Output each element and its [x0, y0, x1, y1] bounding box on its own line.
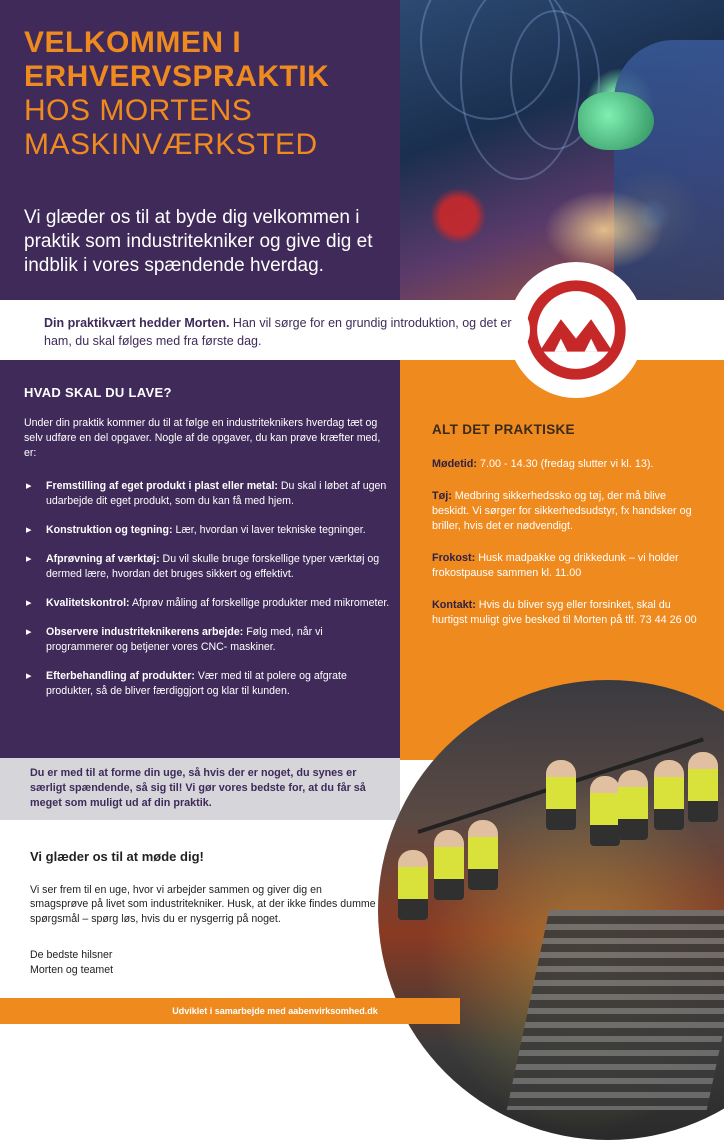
title-line-3: HOS MORTENS: [24, 94, 253, 127]
task-text: Følg med, når vi programmerer og betjener vores CNC- maskiner.: [46, 626, 323, 653]
task-label: Observere industriteknikerens arbejde:: [46, 626, 244, 638]
practical-heading: ALT DET PRAKTISKE: [432, 422, 575, 437]
list-item: [24, 479, 390, 509]
practical-label: Kontakt:: [432, 599, 476, 611]
footer-credit: Udviklet i samarbejde med aabenvirksomhed.dk: [0, 998, 460, 1024]
host-highlight-bold: Din praktikvært hedder Morten.: [44, 316, 230, 330]
list-item: [24, 669, 390, 699]
practical-label: Frokost:: [432, 552, 476, 564]
practical-text: Hvis du bliver syg eller forsinket, skal du hurtigst muligt give besked til Morten på tlf. 73 44 26 00: [432, 599, 697, 626]
welding-photo: [400, 0, 724, 300]
practical-label: Tøj:: [432, 490, 452, 502]
title-line-4: MASKINVÆRKSTED: [24, 128, 318, 161]
task-label: Afprøvning af værktøj:: [46, 553, 160, 565]
signature-line-1: De bedste hilsner: [30, 949, 113, 961]
task-text: Afprøv måling af forskellige produkter med mikrometer.: [129, 597, 390, 609]
tasks-lead: Under din praktik kommer du til at følge en industriteknikers hverdag tæt og selv udføre en del opgaver. Nogle af de opgaver, du kan prøve kræfter med, er:: [24, 417, 381, 459]
host-highlight: [24, 300, 530, 360]
task-text: Du vil skulle bruge forskellige typer værktøj og dermed lære, hvordan det bruges sikkert og effektivt.: [46, 553, 380, 580]
tasks-list: [24, 479, 390, 699]
practical-label: Mødetid:: [432, 458, 477, 470]
welcome-heading: Vi glæder os til at møde dig!: [30, 849, 204, 864]
practical-text: Medbring sikkerhedssko og tøj, der må blive beskidt. Vi sørger for sikkerhedsudstyr, fx handsker og briller, hvis det er nødvendigt.: [432, 490, 692, 532]
tasks-section: [24, 385, 390, 713]
task-label: Kvalitetskontrol:: [46, 597, 130, 609]
practical-text: Husk madpakke og drikkedunk – vi holder frokostpause sammen kl. 11.00: [432, 552, 679, 579]
intro-text: Vi glæder os til at byde dig velkommen i praktik som industritekniker og give dig et indblik i vores spændende hverdag.: [24, 207, 373, 276]
welcome-section: [30, 850, 380, 977]
host-highlight-text: Han vil sørge for en grundig introduktion, og det er ham, du skal følges med fra første dag.: [44, 316, 512, 348]
list-item: [24, 625, 390, 655]
practical-section: [432, 422, 702, 645]
tasks-heading: HVAD SKAL DU LAVE?: [24, 385, 172, 400]
task-text: Vær med til at polere og afgrate produkter, så de bliver færdiggjort og klar til kunden.: [46, 670, 347, 697]
task-label: Fremstilling af eget produkt i plast eller metal:: [46, 480, 278, 492]
task-label: Efterbehandling af produkter:: [46, 670, 195, 682]
list-item: [24, 523, 390, 538]
list-item: [24, 596, 390, 611]
title-line-2: ERHVERVSPRAKTIK: [24, 60, 330, 93]
welcome-body: Vi ser frem til en uge, hvor vi arbejder sammen og giver dig en smagsprøve på livet som industritekniker. Husk, at der ikke findes dumme spørgsmål – spørg løs, hvis du er nysgerrig på noget.: [30, 883, 376, 925]
task-text: Du skal i løbet af ugen udarbejde dit eget produkt, som du kan få med hjem.: [46, 480, 387, 507]
list-item: [24, 552, 390, 582]
practical-item: [432, 551, 702, 581]
task-text: Lær, hvordan vi laver tekniske tegninger.: [172, 524, 366, 536]
mountain-logo-icon: [522, 276, 630, 384]
practical-item: [432, 457, 702, 472]
signature-line-2: Morten og teamet: [30, 963, 114, 976]
practical-text: 7.00 - 14.30 (fredag slutter vi kl. 13).: [476, 458, 654, 470]
title-line-1: VELKOMMEN I: [24, 26, 242, 59]
page-title: [24, 26, 394, 162]
practical-item: [432, 489, 702, 534]
task-label: Konstruktion og tegning:: [46, 524, 173, 536]
tip-text: Du er med til at forme din uge, så hvis der er noget, du synes er særligt spændende, så sig til! Vi gør vores bedste for, at du får så meget som muligt ud af din praktik.: [30, 767, 366, 809]
practical-item: [432, 598, 702, 628]
